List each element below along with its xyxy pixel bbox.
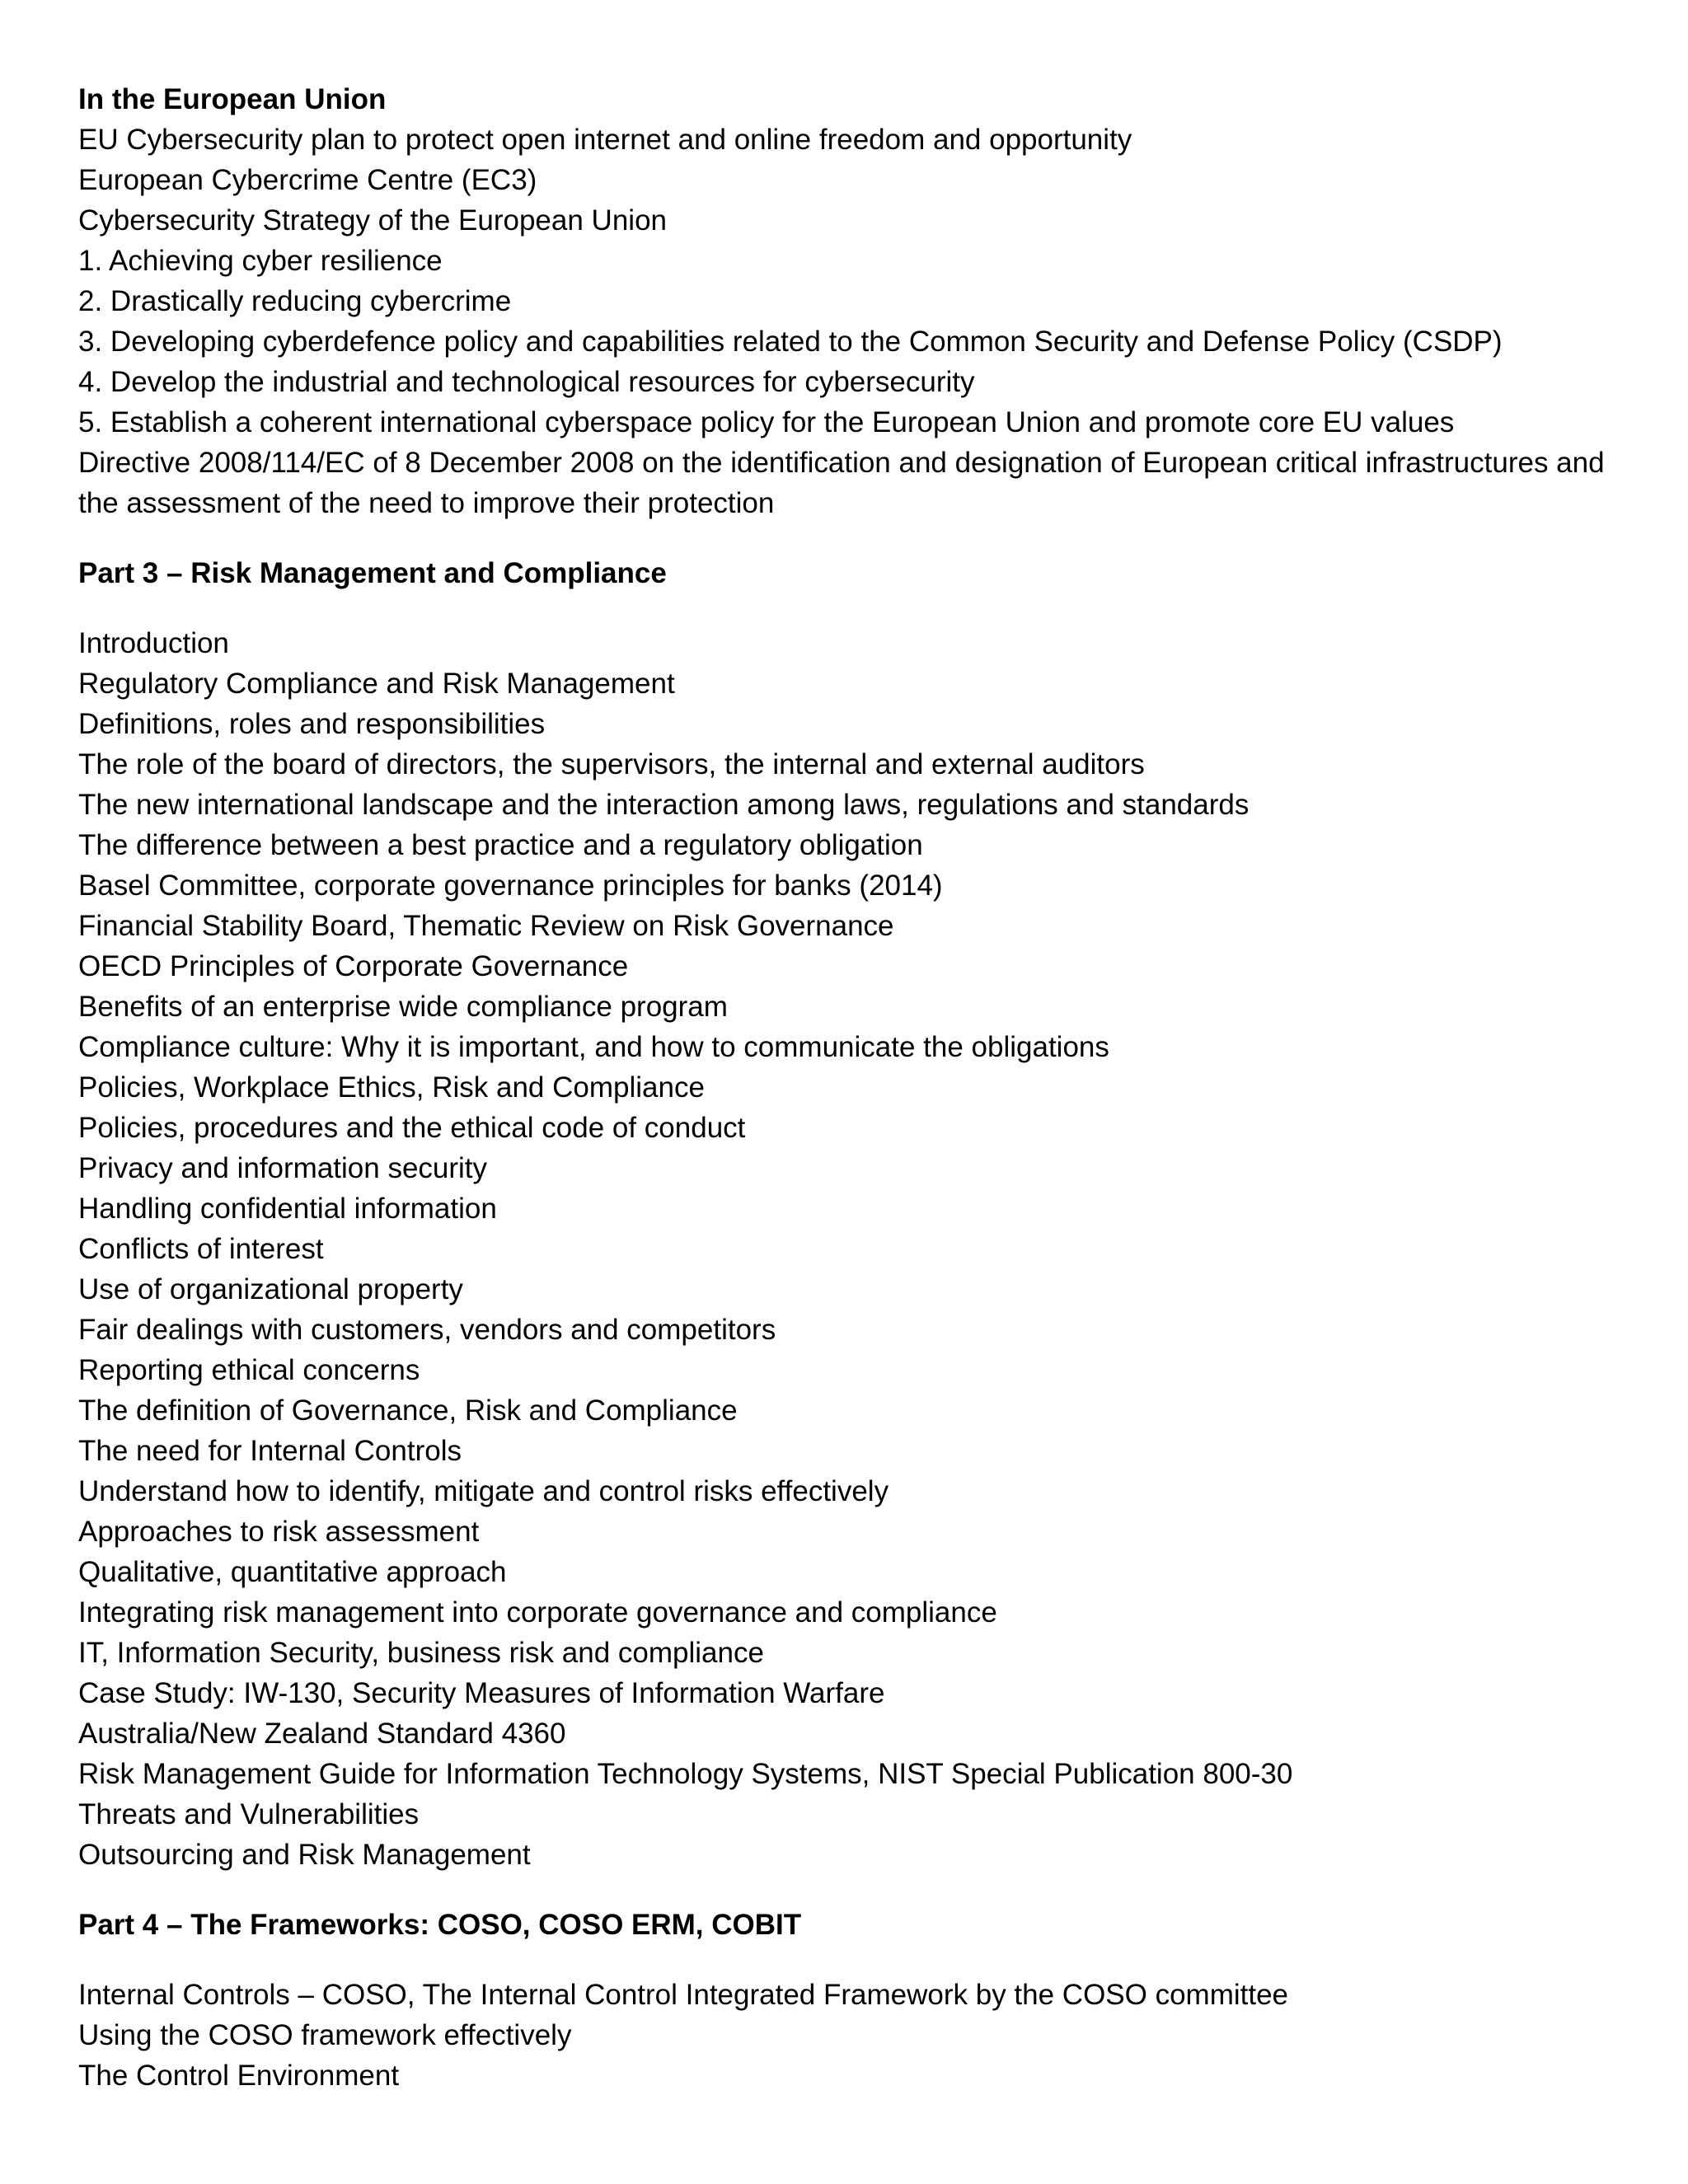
list-item: Approaches to risk assessment	[78, 1516, 480, 1548]
section-part-4	[78, 1905, 1644, 2096]
list-item: 1. Achieving cyber resilience	[78, 245, 443, 277]
section-part-3	[78, 553, 1644, 1875]
list-item: Integrating risk management into corporate governance and compliance	[78, 1596, 997, 1629]
list-item: The new international landscape and the interaction among laws, regulations and standards	[78, 789, 1250, 821]
list-item: 4. Develop the industrial and technological resources for cybersecurity	[78, 366, 975, 398]
section-eu	[78, 79, 1644, 523]
list-item: Financial Stability Board, Thematic Review on Risk Governance	[78, 910, 894, 942]
list-item: Outsourcing and Risk Management	[78, 1839, 531, 1871]
list-item: Introduction	[78, 627, 229, 659]
document-page	[78, 79, 1644, 2096]
list-item: Using the COSO framework effectively	[78, 2019, 572, 2051]
list-item: Risk Management Guide for Information Technology Systems, NIST Special Publication 800-30	[78, 1758, 1293, 1790]
list-item: Case Study: IW-130, Security Measures of Information Warfare	[78, 1677, 885, 1709]
list-item: Conflicts of interest	[78, 1233, 324, 1265]
section-heading: Part 3 – Risk Management and Compliance	[78, 557, 667, 589]
list-item: Basel Committee, corporate governance principles for banks (2014)	[78, 869, 943, 902]
list-item: European Cybercrime Centre (EC3)	[78, 164, 537, 196]
list-item: The difference between a best practice and a regulatory obligation	[78, 829, 923, 861]
list-item: IT, Information Security, business risk and compliance	[78, 1637, 764, 1669]
section-heading: Part 4 – The Frameworks: COSO, COSO ERM, COBIT	[78, 1909, 802, 1941]
list-item: Internal Controls – COSO, The Internal Control Integrated Framework by the COSO committee	[78, 1979, 1289, 2011]
list-item: Threats and Vulnerabilities	[78, 1798, 420, 1830]
list-item: Regulatory Compliance and Risk Management	[78, 668, 675, 700]
list-item: Qualitative, quantitative approach	[78, 1556, 507, 1588]
list-item: 2. Drastically reducing cybercrime	[78, 285, 512, 317]
list-item: The Control Environment	[78, 2060, 400, 2092]
list-item: Use of organizational property	[78, 1273, 463, 1305]
list-item: Definitions, roles and responsibilities	[78, 708, 546, 740]
list-item: The definition of Governance, Risk and Compliance	[78, 1394, 738, 1427]
list-item: OECD Principles of Corporate Governance	[78, 950, 629, 982]
list-item: Handling confidential information	[78, 1193, 497, 1225]
list-item: Cybersecurity Strategy of the European Union	[78, 204, 667, 237]
list-item: Policies, Workplace Ethics, Risk and Compliance	[78, 1071, 705, 1104]
list-item: Benefits of an enterprise wide compliance program	[78, 991, 728, 1023]
list-item: Australia/New Zealand Standard 4360	[78, 1718, 566, 1750]
list-item: 3. Developing cyberdefence policy and capabilities related to the Common Security and Defense Policy (CSDP)	[78, 326, 1503, 358]
list-item: The need for Internal Controls	[78, 1435, 462, 1467]
list-item: Compliance culture: Why it is important, and how to communicate the obligations	[78, 1031, 1109, 1063]
list-item: Understand how to identify, mitigate and control risks effectively	[78, 1475, 889, 1507]
list-item: Policies, procedures and the ethical code of conduct	[78, 1112, 746, 1144]
directive-text: Directive 2008/114/EC of 8 December 2008 on the identification and designation of European critical infrastructures and the assessment of the need to improve their protection	[78, 447, 1605, 519]
list-item: The role of the board of directors, the supervisors, the internal and external auditors	[78, 748, 1145, 780]
list-item: Privacy and information security	[78, 1152, 488, 1184]
list-item: 5. Establish a coherent international cyberspace policy for the European Union and promote core EU values	[78, 406, 1455, 438]
section-heading: In the European Union	[78, 83, 387, 115]
list-item: Reporting ethical concerns	[78, 1354, 420, 1386]
list-item: EU Cybersecurity plan to protect open internet and online freedom and opportunity	[78, 124, 1132, 156]
list-item: Fair dealings with customers, vendors and competitors	[78, 1314, 776, 1346]
